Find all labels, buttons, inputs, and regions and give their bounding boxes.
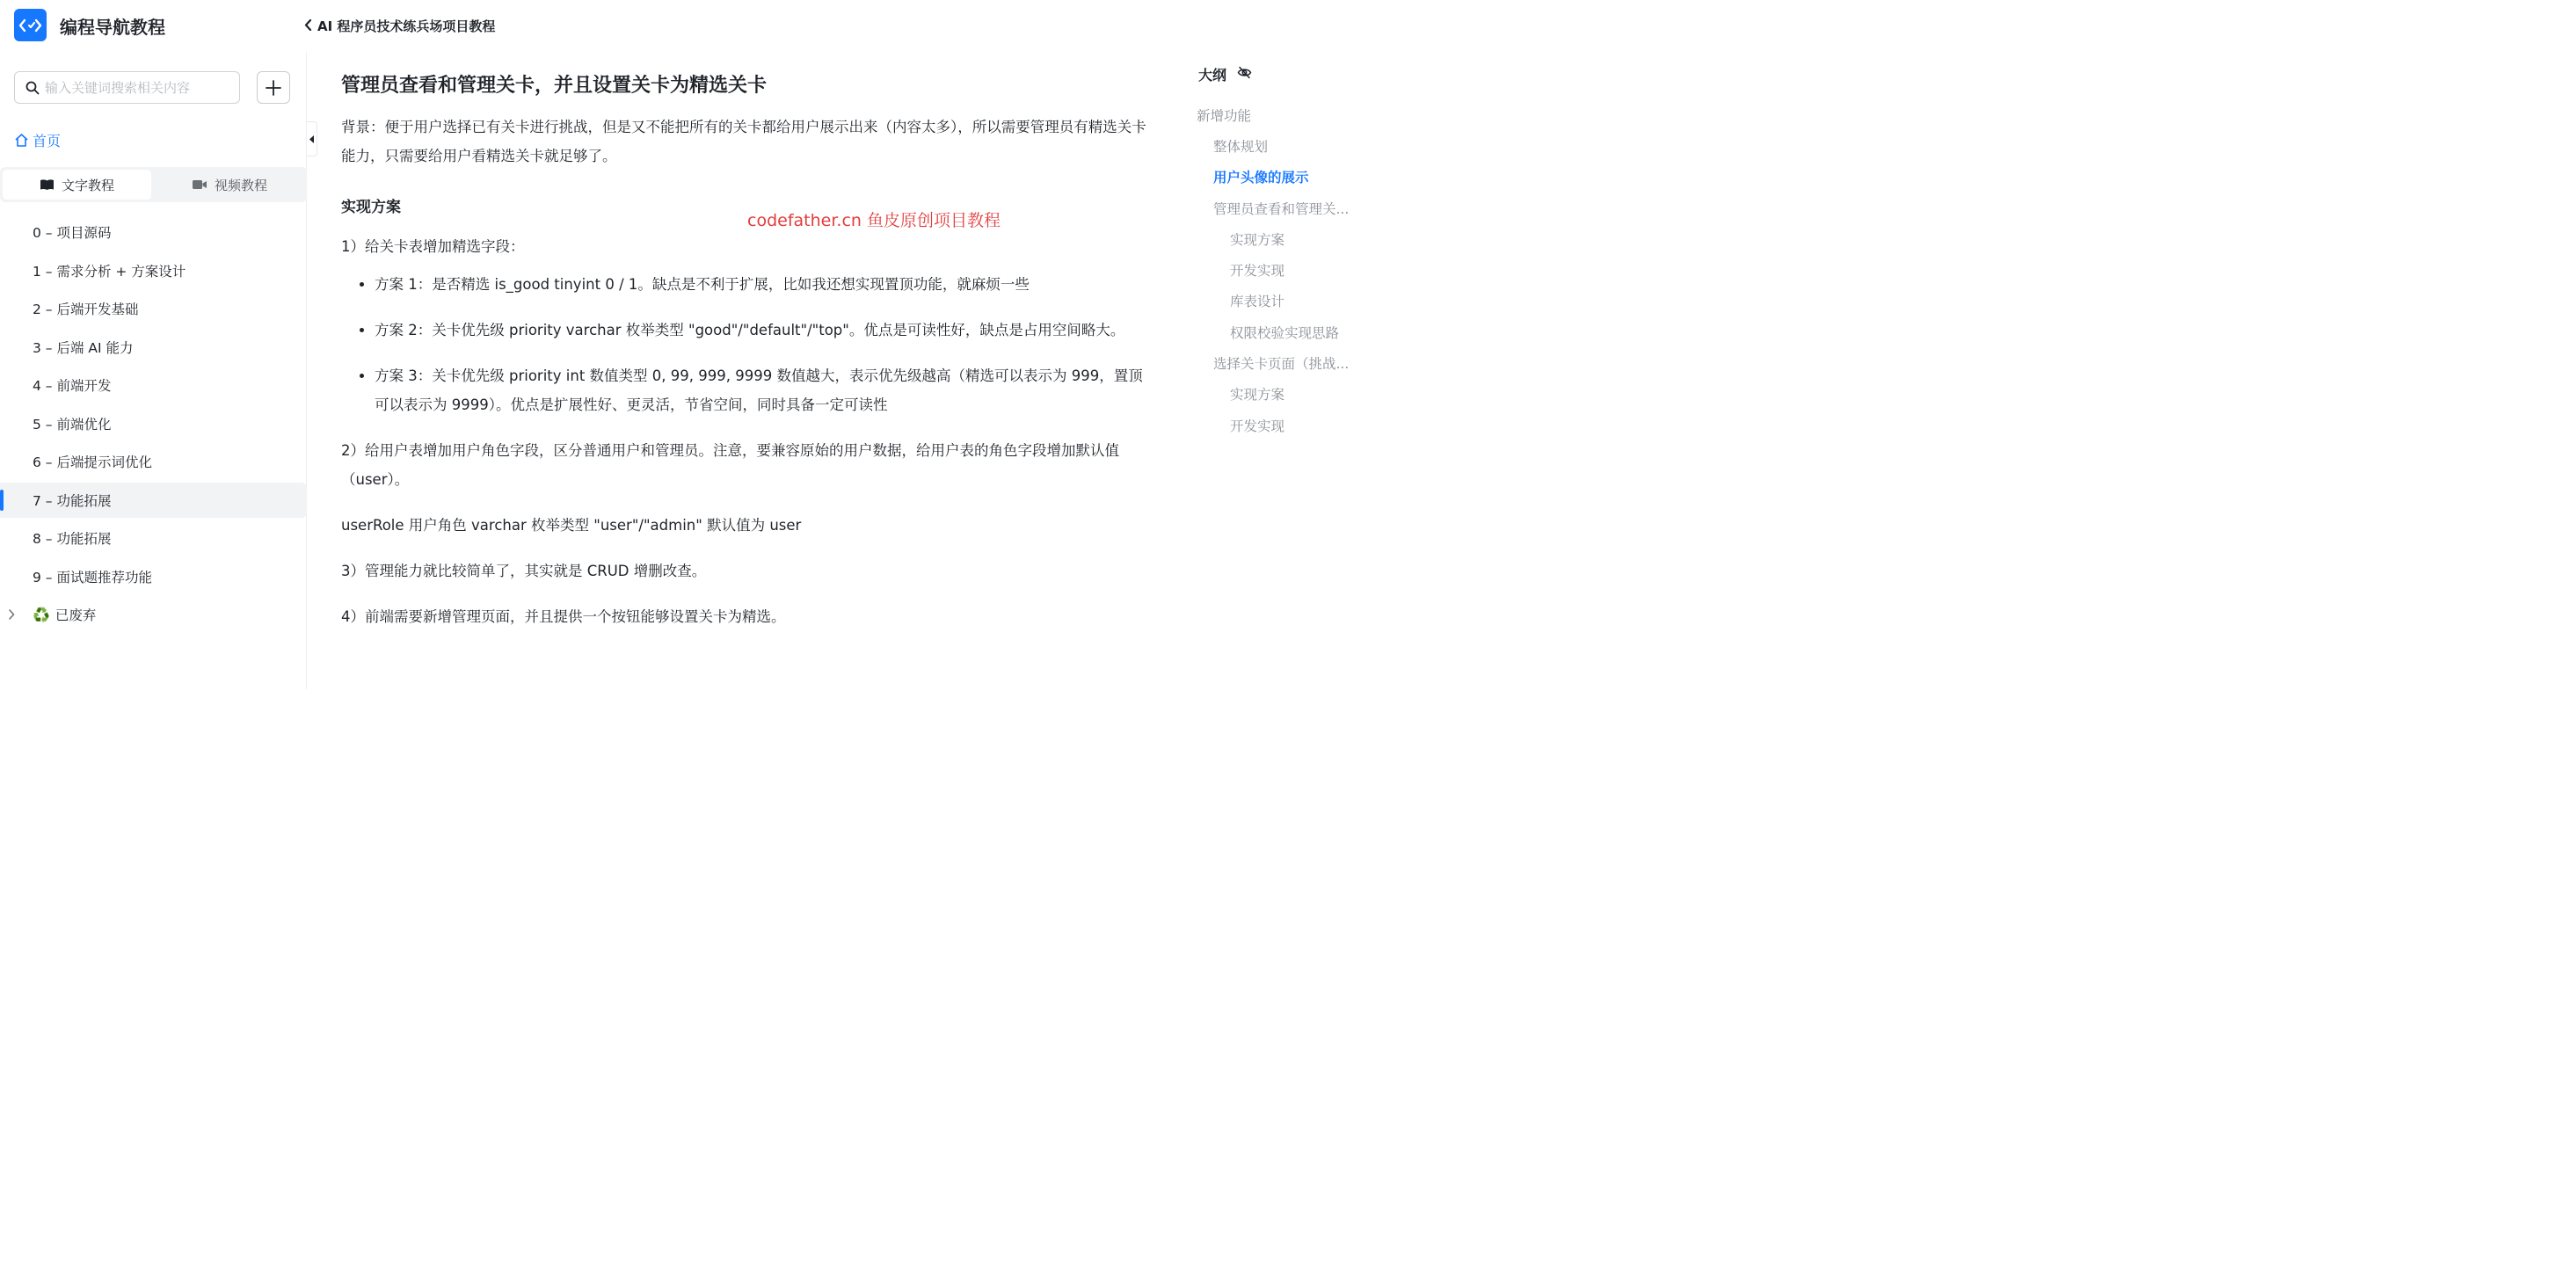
tab-text-tutorial-label: 文字教程 — [61, 177, 114, 193]
step-2-paragraph: 2）给用户表增加用户角色字段，区分普通用户和管理员。注意，要兼容原始的用户数据，给用户表的角色字段增加默认值（user）。 — [341, 442, 1119, 488]
article-content — [341, 69, 1150, 631]
background-paragraph: 背景：便于用户选择已有关卡进行挑战，但是又不能把所有的关卡都给用户展示出来（内容太多），所以需要管理员有精选关卡能力，只需要给用户看精选关卡就足够了。 — [341, 119, 1146, 164]
article-title: 管理员查看和管理关卡，并且设置关卡为精选关卡 — [341, 75, 768, 97]
option-list — [341, 270, 1150, 419]
chapter-label: 5 – 前端优化 — [33, 416, 112, 433]
option-item: • 方案 3：关卡优先级 priority int 数值类型 0, 99, 999, 9999 数值越大，表示优先级越高（精选可以表示为 999，置顶可以表示为 9999）。优点是扩展性好、更灵活，节省空间，同时具备一定可读性 — [375, 361, 1150, 419]
step-1-paragraph: 1）给关卡表增加精选字段： — [341, 238, 525, 255]
outline-item[interactable]: 开发实现 — [1230, 418, 1285, 434]
step-4-paragraph: 4）前端需要新增管理页面，并且提供一个按钮能够设置关卡为精选。 — [341, 608, 786, 625]
tab-video-tutorial-label: 视频教程 — [214, 177, 267, 193]
chapter-label: 4 – 前端开发 — [33, 378, 112, 394]
caret-left-icon — [308, 135, 316, 144]
chapter-label: 6 – 后端提示词优化 — [33, 454, 152, 470]
chapter-label: 1 – 需求分析 + 方案设计 — [33, 263, 186, 280]
deprecated-label: 已废弃 — [55, 607, 97, 623]
outline-item[interactable]: 实现方案 — [1230, 231, 1285, 248]
home-icon — [14, 133, 29, 148]
chapter-item[interactable] — [0, 406, 307, 441]
chapter-label: 8 – 功能拓展 — [33, 531, 112, 547]
chapter-item[interactable] — [0, 444, 307, 479]
chevron-left-icon — [304, 18, 312, 34]
home-link-label: 首页 — [33, 133, 62, 149]
book-icon — [40, 178, 55, 191]
plus-icon — [265, 79, 282, 97]
chapter-label: 9 – 面试题推荐功能 — [33, 569, 152, 585]
user-role-paragraph: userRole 用户角色 varchar 枚举类型 "user"/"admin" 默认值为 user — [341, 517, 802, 534]
video-icon — [192, 179, 207, 190]
outline-item[interactable]: 选择关卡页面（挑战... — [1213, 356, 1350, 373]
chapter-item[interactable] — [0, 214, 307, 250]
step-3-paragraph: 3）管理能力就比较简单了，其实就是 CRUD 增删改查。 — [341, 563, 707, 579]
outline-item-active[interactable]: 用户头像的展示 — [1213, 170, 1309, 186]
back-link-label: AI 程序员技术练兵场项目教程 — [317, 18, 496, 34]
outline-list — [1197, 99, 1359, 440]
back-to-project-link[interactable] — [304, 17, 495, 35]
chapter-label: 3 – 后端 AI 能力 — [33, 339, 134, 356]
eye-off-icon[interactable] — [1237, 66, 1252, 83]
deprecated-folder[interactable] — [0, 597, 307, 632]
sidebar — [0, 53, 307, 689]
outline-item[interactable]: 管理员查看和管理关... — [1213, 200, 1350, 217]
search-box[interactable] — [14, 71, 240, 104]
chapter-item[interactable] — [0, 367, 307, 403]
outline-title: 大纲 — [1198, 67, 1227, 84]
outline-item[interactable]: 库表设计 — [1230, 294, 1285, 310]
home-link[interactable] — [14, 130, 61, 150]
sidebar-collapse-toggle[interactable] — [307, 121, 317, 156]
code-logo-icon — [18, 17, 42, 34]
tutorial-tabs — [0, 167, 307, 202]
site-title[interactable]: 编程导航教程 — [60, 17, 165, 38]
search-icon — [25, 81, 40, 95]
chapter-item[interactable] — [0, 559, 307, 594]
chapter-item-active[interactable] — [0, 483, 307, 518]
option-item: • 方案 1：是否精选 is_good tinyint 0 / 1。缺点是不利于扩展，比如我还想实现置顶功能，就麻烦一些 — [375, 270, 1150, 299]
outline-item[interactable]: 开发实现 — [1230, 263, 1285, 280]
recycle-icon: ♻️ — [33, 606, 50, 623]
chapter-label: 0 – 项目源码 — [33, 225, 112, 241]
chapter-label: 7 – 功能拓展 — [33, 492, 112, 509]
tab-video-tutorial[interactable] — [155, 170, 304, 200]
outline-item[interactable]: 新增功能 — [1197, 107, 1252, 124]
chapter-item[interactable] — [0, 291, 307, 326]
watermark-text: codefather.cn 鱼皮原创项目教程 — [747, 211, 1001, 230]
search-input[interactable] — [45, 76, 234, 99]
section-heading: 实现方案 — [341, 199, 401, 216]
chapter-item[interactable] — [0, 520, 307, 556]
chapter-label: 2 – 后端开发基础 — [33, 302, 139, 317]
outline-header — [1198, 64, 1252, 84]
outline-item[interactable]: 整体规划 — [1213, 138, 1269, 155]
chapter-item[interactable] — [0, 253, 307, 288]
option-item: • 方案 2：关卡优先级 priority varchar 枚举类型 "good"/"default"/"top"。优点是可读性好，缺点是占用空间略大。 — [375, 316, 1150, 345]
chapter-item[interactable] — [0, 330, 307, 365]
add-button[interactable] — [257, 71, 290, 104]
chapter-list — [0, 214, 307, 636]
tab-text-tutorial[interactable] — [3, 170, 151, 200]
chevron-right-icon[interactable] — [8, 607, 15, 623]
outline-item[interactable]: 权限校验实现思路 — [1230, 324, 1340, 341]
site-logo[interactable] — [14, 9, 47, 41]
outline-item[interactable]: 实现方案 — [1230, 387, 1285, 404]
